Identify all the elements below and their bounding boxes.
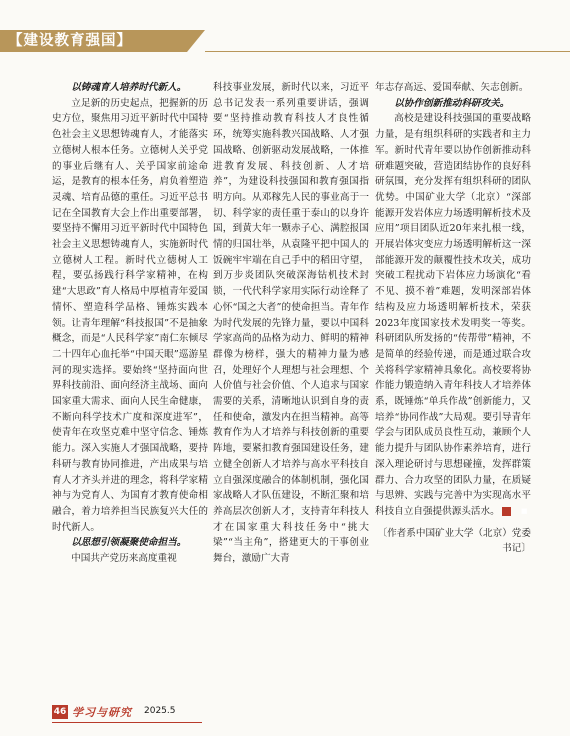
text-column-2 xyxy=(213,80,369,567)
section-title: 【建设教育强国】 xyxy=(8,33,132,49)
page-footer xyxy=(52,705,252,721)
footer-rule xyxy=(52,722,202,723)
page-number: 46 xyxy=(53,707,67,717)
text-column-1 xyxy=(52,80,208,567)
issue-number: 2025.5 xyxy=(144,706,176,716)
section-header xyxy=(0,30,570,52)
subheading: 以思想引领凝聚使命担当。 xyxy=(71,537,187,549)
text-column-3 xyxy=(375,80,531,557)
paragraph: 年志存高远、爱国奉献、矢志创新。 xyxy=(375,82,529,93)
paragraph: 科技事业发展，新时代以来，习近平总书记发表一系列重要讲话，强调要“坚持推动教育科技人才良性循环，统筹实施科教兴国战略、人才强国战略、创新驱动发展战略，一体推进教育发展、科技创新、人才培养”，为建设科技强国和教育强国指明方向。从邓稼先人民的事业高于一切、科学家的责任重于泰山的以身许国，到黄大年一颗赤子心、满腔报国情的归国壮举，从袁隆平把中国人的饭碗牢牢端在自己手中的稻田守望，到万步炎团队突破深海钻机技术封锁，一代代科学家用实际行动诠释了心怀“国之大者”的使命担当。青年作为时代发展的先锋力量，要以中国科学家高尚的品格为动力、鲜明的精神群像为榜样，强大的精神力量为感召，处理好个人理想与社会理想、个人价值与社会价值、个人追求与国家需要的关系，清晰地认识到自身的责任和使命，激发内在担当精神。高等教育作为人才培养与科技创新的重要阵地，要紧扣教育强国建设任务，建立健全创新人才培养与高水平科技自立自强深度融合的体制机制，强化国家战略人才队伍建设，不断汇聚和培养高层次创新人才，支持青年科技人才在国家重大科技任务中“挑大梁”“当主角”，搭建更大的干事创业舞台，激励广大青 xyxy=(213,82,369,565)
paragraph: 中国共产党历来高度重视 xyxy=(71,553,177,565)
subheading: 以铸魂育人培养时代新人。 xyxy=(71,82,187,93)
paragraph xyxy=(375,111,531,519)
paragraph-text: 高校是建设科技强国的重要战略力量，是有组织科研的实践者和主力军。新时代青年要以协作创新推动科研难题突破，营造团结协作的良好科研氛围，充分发挥有组织科研的团队优势。中国矿业大学（北京）“深部能源开发岩体应力场透明解析技术及应用”项目团队近20年来扎根一线，开展岩体灾变应力场透明解析这一深部能源开发的颠覆性技术攻关，成功突破工程扰动下岩体应力场演化“看不见、摸不着”难题，发明深部岩体结构及应力场透明解析技术，荣获2023年度国家技术发明奖一等奖。科研团队所发扬的“传帮带”精神，不是简单的经验传递，而是通过联合攻关将科学家精神具象化。高校要将协作能力锻造纳入青年科技人才培养体系，既锤炼“单兵作战”创新能力，又培养“协同作战”大局观。要引导青年学会与团队成员良性互动，兼顾个人能力提升与团队协作素养培育，进行深入理论研讨与思想碰撞，发挥群策群力、合力攻坚的团队力量，在质疑与思辨、实践与完善中为实现高水平科技自立自强提供源头活水。 xyxy=(375,113,531,517)
subheading: 以协作创新推动科研攻关。 xyxy=(394,97,510,109)
end-mark-icon: ■ xyxy=(502,507,511,516)
author-signature: 〔作者系中国矿业大学（北京）党委书记〕 xyxy=(377,527,531,555)
magazine-name: 学习与研究 xyxy=(72,706,132,719)
section-header-tail xyxy=(187,30,205,52)
header-rule xyxy=(205,51,570,52)
paragraph: 立足新的历史起点，把握新的历史方位，聚焦用习近平新时代中国特色社会主义思想铸魂育人，才能落实立德树人根本任务。立德树人关乎党的事业后继有人、关乎国家前途命运，是教育的根本任务，肩负着塑造灵魂、培育品德的重任。习近平总书记在全国教育大会上作出重要部署，要坚持不懈用习近平新时代中国特色社会主义思想铸魂育人，实施新时代立德树人工程。新时代立德树人工程，要弘扬践行科学家精神，在构建“大思政”育人格局中厚植青年爱国情怀、塑造科学品格、锤炼实践本领。让青年理解“科技报国”不是抽象概念，而是“人民科学家”南仁东倾尽二十四年心血托举“中国天眼”巡游星河的现实选择。要始终“坚持面向世界科技前沿、面向经济主战场、面向国家重大需求、面向人民生命健康，不断向科学技术广度和深度进军”，使青年在攻坚克难中坚守信念、锤炼能力。深入实施人才强国战略，要持科研与教育协同推进，产出成果与培育人才齐头并进的理念，将科学家精神与为党育人、为国育才教育使命相融合，着力培养担当民族复兴大任的时代新人。 xyxy=(52,97,208,533)
